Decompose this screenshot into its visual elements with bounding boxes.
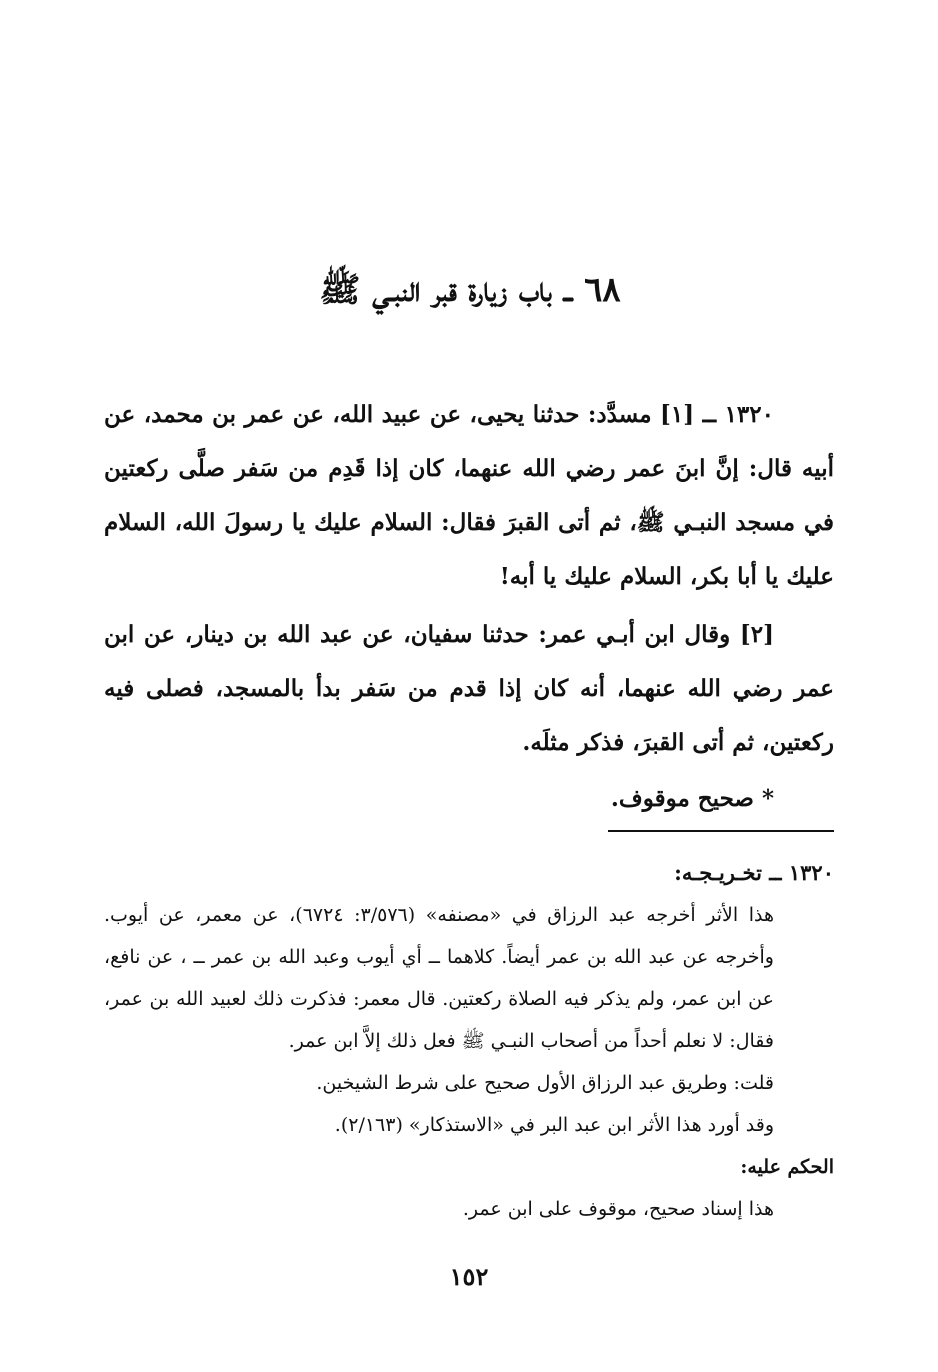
takhrij-note: قلت: وطريق عبد الرزاق الأول صحيح على شرط الشيخين. [316, 1072, 774, 1094]
hadith-text [104, 388, 834, 826]
chapter-title: ٦٨ ــ باب زيارة قبر النبـي ﷺ [319, 270, 621, 310]
ruling-heading: الحكم عليه: [740, 1156, 834, 1178]
footnotes [104, 852, 834, 1230]
verdict-star: * [761, 785, 774, 812]
footnote-separator [608, 830, 834, 832]
hadith-verdict [104, 772, 834, 826]
takhrij-heading: ١٣٢٠ ــ تخـريـجـه: [674, 860, 834, 885]
hadith-paragraph-1: ١٣٢٠ ــ [١] مسدَّد: حدثنا يحيى، عن عبيد الله، عن عمر بن محمد، عن أبيه قال: إنَّ ابنَ عمر رضي الله عنهما، كان إذا قَدِم من سَفر صلَّى ركعتين في مسجد النبـي ﷺ، ثم أتى القبرَ فقال: السلام عليك يا رسولَ الله، السلام عليك يا أبا بكر، السلام عليك يا أبه! [104, 401, 834, 590]
takhrij-reference: وقد أورد هذا الأثر ابن عبد البر في «الاستذكار» (٢/١٦٣). [334, 1114, 774, 1136]
hadith-paragraph-2: [٢] وقال ابن أبـي عمر: حدثنا سفيان، عن عبد الله بن دينار، عن ابن عمر رضي الله عنهما، أنه كان إذا قدم من سَفر بدأ بالمسجد، فصلى فيه ركعتين، ثم أتى القبرَ، فذكر مثلَه. [104, 621, 834, 756]
page-number: ١٥٢ [449, 1262, 489, 1291]
verdict-text: صحيح موقوف. [610, 785, 754, 812]
takhrij-text: هذا الأثر أخرجه عبد الرزاق في «مصنفه» (٣/٥٧٦: ٦٧٢٤)، عن معمر، عن أيوب. وأخرجه عن عبد الله بن عمر أيضاً. كلاهما ــ أي أيوب وعبد الله بن عمر ــ ، عن نافع، عن ابن عمر، ولم يذكر فيه الصلاة ركعتين. قال معمر: فذكرت ذلك لعبيد الله بن عمر، فقال: لا نعلم أحداً من أصحاب النبـي ﷺ فعل ذلك إلاَّ ابن عمر. [104, 904, 774, 1052]
ruling-text: هذا إسناد صحيح، موقوف على ابن عمر. [462, 1198, 774, 1220]
